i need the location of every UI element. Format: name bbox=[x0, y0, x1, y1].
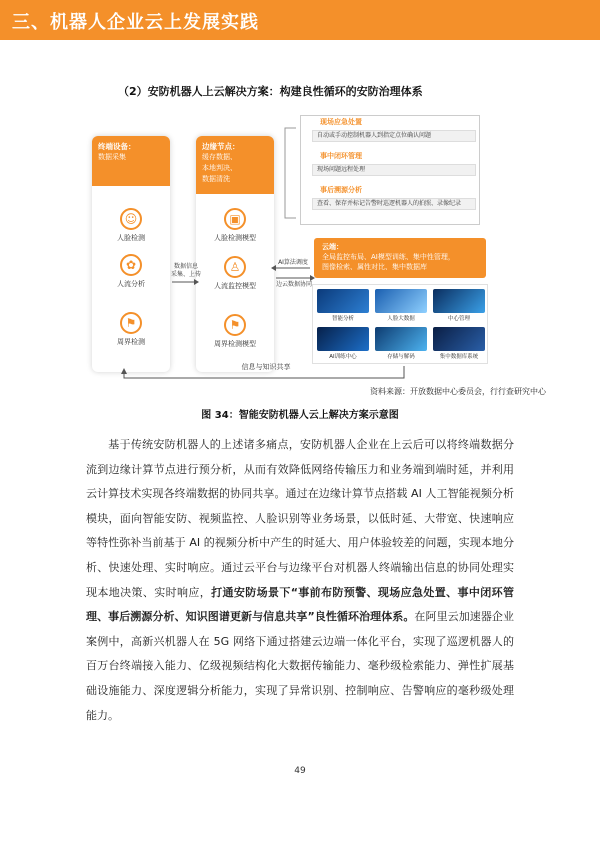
grid-cell bbox=[433, 289, 485, 322]
page-title: 三、机器人企业云上发展实践 bbox=[12, 12, 259, 33]
node-label: 周界检测模型 bbox=[214, 340, 256, 348]
body-text-part: 基于传统安防机器人的上述诸多痛点，安防机器人企业在上云后可以将终端数据分流到边缘计算节点进行预分析，从而有效降低网络传输压力和业务端到端时延，并利用云计算技术实现各终端数据的协同共享。通过在边缘计算节点搭载 AI 人工智能视频分析模块，面向智能安防、视频监控、人脸识别等业务场景，以低时延、大带宽、快速响应等特性弥补当前基于 AI 的视频分析中产生的时延大、用户体验较差的问题，实现本地分析、快速处理、实时响应。通过云平台与边缘平台对机器人终端输出信息的协同处理实现本地决策、实时响应， bbox=[86, 438, 514, 599]
upload-arrowhead bbox=[194, 279, 199, 285]
cloud-title: 云端： bbox=[322, 243, 343, 251]
figure-source: 资料来源：开放数据中心委员会，行行查研究中心 bbox=[370, 387, 546, 396]
face-data-image bbox=[375, 289, 427, 313]
process-item: 查看、保存并标记告警时巡逻机器人的拍照、录像纪录 bbox=[312, 198, 476, 210]
node-label: 人流监控模型 bbox=[214, 282, 256, 290]
share-arrowhead bbox=[121, 368, 127, 374]
node-label: 人脸检测 bbox=[117, 234, 145, 242]
edge-title: 边缘节点： bbox=[202, 142, 240, 151]
node-label: 周界检测 bbox=[117, 338, 145, 346]
figure-caption: 图 34：智能安防机器人云上解决方案示意图 bbox=[201, 410, 399, 421]
grid-cell-label: AI训练中心 bbox=[329, 354, 357, 360]
database-image bbox=[433, 327, 485, 351]
body-paragraph bbox=[86, 433, 514, 728]
storage-image bbox=[375, 327, 427, 351]
cloud-line: 全局监控布局、AI模型训练、集中性管理， bbox=[322, 253, 455, 261]
process-title: 现场应急处置 bbox=[320, 118, 362, 126]
person-icon: ♙ bbox=[224, 256, 246, 278]
process-title: 事中闭环管理 bbox=[320, 152, 362, 160]
grid-cell-label: 智能分析 bbox=[331, 316, 354, 322]
body-text-part: 在阿里云加速器企业案例中，高新兴机器人在 5G 网络下通过搭建云边端一体化平台，实现了巡逻机器人的百万台终端接入能力、亿级视频结构化大数据传输能力、毫秒级检索能力、弹性扩展基础设施能力、深度逻辑分析能力，实现了异常识别、控制响应、告警响应的毫秒级处理能力。 bbox=[86, 610, 515, 722]
edge-line: 本地判决、 bbox=[202, 164, 237, 172]
process-bracket bbox=[285, 128, 296, 218]
face-scan-icon: ☺ bbox=[120, 208, 142, 230]
edge-line: 数据清洗 bbox=[202, 175, 230, 183]
grid-cell-label: 中心管理 bbox=[447, 316, 470, 322]
process-item: 自动或手动控制机器人到指定点位确认问题 bbox=[312, 130, 476, 142]
grid-cell bbox=[375, 289, 427, 322]
center-image bbox=[433, 289, 485, 313]
node-label: 人脸检测模型 bbox=[214, 234, 256, 242]
ai-training-image bbox=[317, 327, 369, 351]
sync-label: 边云数据协同 bbox=[275, 281, 312, 288]
analysis-image bbox=[317, 289, 369, 313]
terminal-title: 终端设备： bbox=[98, 142, 136, 151]
grid-cell-label: 存储与解码 bbox=[387, 354, 415, 360]
ai-schedule-label: AI算法调度 bbox=[278, 259, 308, 266]
grid-cell bbox=[433, 327, 485, 360]
cloud-line: 图像检索、属性对比、集中数据库 bbox=[322, 263, 427, 271]
fence-icon: ⚑ bbox=[224, 314, 246, 336]
cloud-box bbox=[314, 238, 486, 278]
process-title: 事后溯源分析 bbox=[320, 186, 362, 194]
edge-line: 缓存数据、 bbox=[202, 153, 237, 161]
face-scan-icon: ▣ bbox=[224, 208, 246, 230]
grid-cell bbox=[375, 327, 427, 360]
upload-label-line: 数据信息 bbox=[173, 263, 198, 270]
terminal-subtitle: 数据采集 bbox=[98, 153, 126, 161]
grid-cell bbox=[317, 289, 369, 322]
grid-cell-label: 人脸大数据 bbox=[387, 316, 415, 322]
section-heading: （2）安防机器人上云解决方案：构建良性循环的安防治理体系 bbox=[118, 85, 423, 98]
process-item: 现场问题远程处理 bbox=[312, 164, 476, 176]
node-label: 人流分析 bbox=[117, 280, 145, 288]
grid-cell bbox=[317, 327, 369, 360]
crowd-icon: ✿ bbox=[120, 254, 142, 276]
upload-label bbox=[170, 263, 202, 279]
grid-cell-label: 集中数据库系统 bbox=[439, 354, 479, 360]
cloud-capability-grid bbox=[312, 284, 488, 364]
body-text-bold: 打通安防场景下“事前布防预警、现场应急处置、事中闭环管理、事后溯源分析、知识图谱更新与信息共享”良性循环治理体系。 bbox=[86, 585, 514, 624]
fence-icon: ⚑ bbox=[120, 312, 142, 334]
page-number: 49 bbox=[294, 766, 306, 776]
share-label: 信息与知识共享 bbox=[241, 363, 291, 371]
upload-label-line: 采集、上传 bbox=[170, 271, 201, 278]
